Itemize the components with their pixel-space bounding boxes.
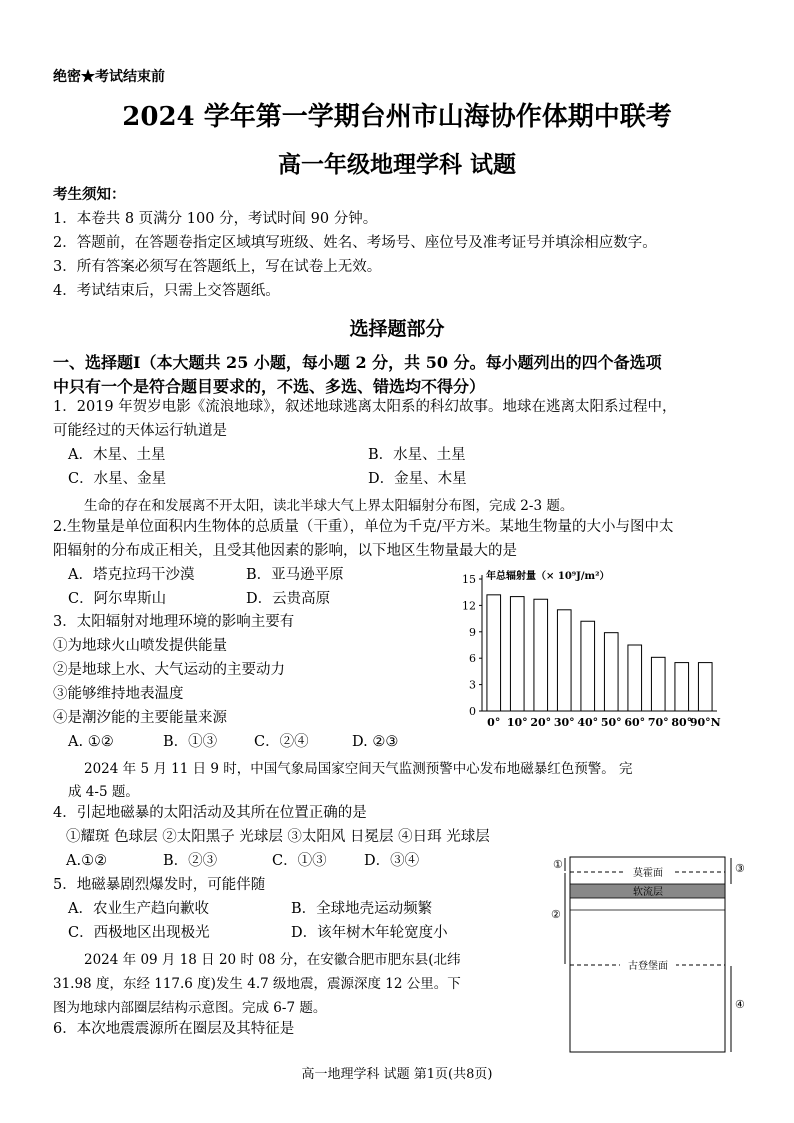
x-tick-label: 70° — [647, 716, 669, 729]
q1-option-b: B．水星、土星 — [368, 447, 466, 463]
intro-q6-q7-line3: 图为地球内部圈层结构示意图。完成 6-7 题。 — [53, 1000, 327, 1016]
q3-option-a: A. ①② — [68, 734, 114, 750]
intro-q4-q5-line1: 2024 年 5 月 11 日 9 时，中国气象局国家空间天气监测预警中心发布地磁暴红色预警。 完 — [84, 761, 633, 777]
q1-option-d: D．金星、木星 — [368, 471, 467, 487]
bar-5 — [604, 633, 618, 711]
y-tick-label: 3 — [469, 678, 476, 692]
q2-stem-line1: 2.生物量是单位面积内生物体的总质量（干重），单位为千克/平方米。某地生物量的大小与图中太 — [53, 519, 674, 535]
x-tick-label: 0° — [487, 716, 501, 729]
q1-option-c: C．水星、金星 — [68, 471, 167, 487]
y-tick-label: 15 — [462, 573, 476, 586]
page-footer: 高一地理学科 试题 第1页(共8页) — [301, 1067, 493, 1082]
q2-option-b: B．亚马逊平原 — [246, 567, 344, 583]
x-tick-label: 90°N — [689, 716, 721, 729]
mark-1: ① — [553, 858, 563, 871]
x-tick-label: 80° — [671, 716, 693, 729]
chart-title: 年总辐射量（× 10⁹J/m²） — [486, 571, 610, 582]
y-tick-label: 12 — [462, 599, 476, 613]
notice-heading: 考生须知： — [53, 186, 126, 203]
x-tick-label: 10° — [506, 716, 528, 729]
q2-option-a: A．塔克拉玛干沙漠 — [68, 567, 195, 583]
notice-item-3: 3．所有答案必须写在答题纸上，写在试卷上无效。 — [53, 259, 382, 275]
intro-q6-q7-line2: 31.98 度，东经 117.6 度)发生 4.7 级地震，震源深度 12 公里。下 — [53, 976, 461, 992]
section-title: 选择题部分 — [349, 318, 445, 340]
x-tick-label: 40° — [577, 716, 599, 729]
q6-stem: 6．本次地震震源所在圈层及其特征是 — [53, 1021, 295, 1037]
earth-interior-diagram — [545, 850, 755, 1060]
exam-title: 2024 学年第一学期台州市山海协作体期中联考 — [122, 102, 672, 132]
q5-option-d: D．该年树木年轮宽度小 — [291, 925, 448, 941]
moho-label: 莫霍面 — [633, 868, 663, 879]
mark-2: ② — [551, 908, 561, 921]
q4-statements: ①耀斑 色球层 ②太阳黑子 光球层 ③太阳风 日冕层 ④日珥 光球层 — [66, 829, 490, 845]
q4-stem: 4．引起地磁暴的太阳活动及其所在位置正确的是 — [53, 805, 367, 821]
q3-option-b: B．①③ — [163, 734, 218, 750]
q1-stem-line1: 1．2019 年贺岁电影《流浪地球》，叙述地球逃离太阳系的科幻故事。地球在逃离太阳系过程中， — [53, 399, 677, 415]
intro-q6-q7-line1: 2024 年 09 月 18 日 20 时 08 分，在安徽合肥市肥东县(北纬 — [84, 952, 461, 968]
intro-q4-q5-line2: 成 4-5 题。 — [68, 784, 139, 800]
notice-item-4: 4．考试结束后，只需上交答题纸。 — [53, 283, 280, 299]
y-tick-label: 9 — [469, 625, 476, 639]
q5-option-b: B．全球地壳运动频繁 — [291, 901, 433, 917]
y-tick-label: 0 — [469, 705, 476, 718]
x-tick-label: 60° — [624, 716, 646, 729]
x-tick-label: 30° — [553, 716, 575, 729]
intro-q2-q3: 生命的存在和发展离不开太阳，读北半球大气上界太阳辐射分布图，完成 2-3 题。 — [84, 498, 574, 514]
q3-statement-1: ①为地球火山喷发提供能量 — [53, 638, 227, 654]
bar-0 — [487, 595, 501, 711]
bar-8 — [675, 663, 689, 711]
y-tick-label: 6 — [469, 652, 476, 666]
radiation-bar-chart — [450, 565, 725, 735]
bar-1 — [510, 597, 524, 711]
notice-item-1: 1．本卷共 8 页满分 100 分，考试时间 90 分钟。 — [53, 211, 378, 227]
q3-option-c: C．②④ — [254, 734, 309, 750]
mark-3: ③ — [735, 862, 745, 875]
part1-instruction-line2: 中只有一个是符合题目要求的，不选、多选、错选均不得分） — [53, 377, 486, 396]
q5-option-c: C．西极地区出现极光 — [68, 925, 210, 941]
q2-option-c: C．阿尔卑斯山 — [68, 591, 167, 607]
q3-statement-2: ②是地球上水、大气运动的主要动力 — [53, 662, 285, 678]
mark-4: ④ — [735, 998, 745, 1011]
gutenberg-label: 古登堡面 — [628, 961, 668, 972]
exam-subtitle: 高一年级地理学科 试题 — [277, 151, 516, 178]
part1-instruction-line1: 一、选择题Ⅰ（本大题共 25 小题，每小题 2 分，共 50 分。每小题列出的四个备选项 — [53, 353, 662, 372]
q5-stem: 5．地磁暴剧烈爆发时，可能伴随 — [53, 877, 266, 893]
bar-3 — [557, 610, 571, 711]
x-tick-label: 50° — [600, 716, 622, 729]
bar-9 — [698, 663, 712, 711]
q5-option-a: A．农业生产趋向歉收 — [68, 901, 209, 917]
q4-option-c: C．①③ — [272, 853, 327, 869]
bar-6 — [628, 645, 642, 711]
q4-option-d: D．③④ — [364, 853, 420, 869]
q3-statement-4: ④是潮汐能的主要能量来源 — [53, 710, 227, 726]
bar-7 — [651, 657, 665, 711]
confidential-mark: 绝密★考试结束前 — [53, 69, 165, 85]
q1-option-a: A．木星、土星 — [68, 447, 166, 463]
bar-4 — [581, 621, 595, 711]
notice-item-2: 2．答题前，在答题卷指定区域填写班级、姓名、考场号、座位号及准考证号并填涂相应数字。 — [53, 235, 657, 251]
asthenosphere-label: 软流层 — [633, 887, 663, 898]
q2-option-d: D．云贵高原 — [246, 591, 331, 607]
q4-option-a: A.①② — [66, 853, 108, 869]
q3-option-d: D. ②③ — [352, 734, 399, 750]
q3-stem: 3．太阳辐射对地理环境的影响主要有 — [53, 614, 295, 630]
q4-option-b: B．②③ — [163, 853, 218, 869]
q2-stem-line2: 阳辐射的分布成正相关，且受其他因素的影响，以下地区生物量最大的是 — [53, 543, 517, 559]
x-tick-label: 20° — [530, 716, 552, 729]
bar-2 — [534, 599, 548, 711]
q1-stem-line2: 可能经过的天体运行轨道是 — [53, 423, 227, 439]
q3-statement-3: ③能够维持地表温度 — [53, 686, 184, 702]
